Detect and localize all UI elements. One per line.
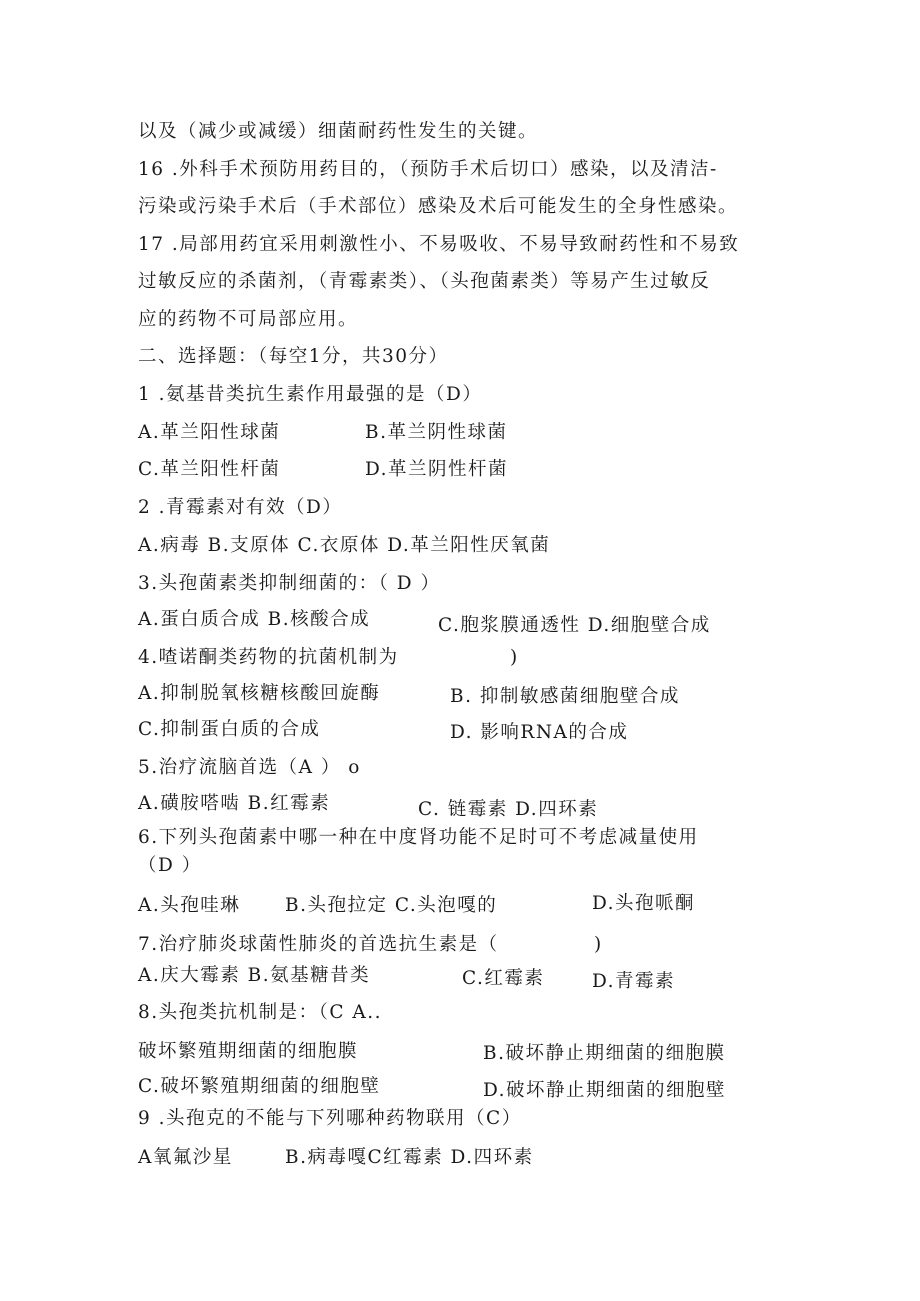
option-c: C.抑制蛋白质的合成 — [138, 719, 321, 740]
text-line: 污染或污染手术后（手术部位）感染及术后可能发生的全身性感染。 — [138, 196, 739, 217]
question-stem-cont: （D ） — [138, 855, 202, 876]
options-line: B.病毒嘎C红霉素 D.四环素 — [285, 1147, 534, 1168]
option-b: B.革兰阴性球菌 — [365, 422, 508, 443]
option-b: B.破坏静止期细菌的细胞膜 — [483, 1043, 726, 1064]
question-stem: 3.头孢菌素类抑制细菌的：（ D ） — [138, 573, 441, 594]
question-stem: 4.喳诺酮类药物的抗菌机制为 — [138, 647, 399, 668]
option-d: D.头孢哌酮 — [592, 893, 696, 914]
question-stem: 6.下列头孢菌素中哪一种在中度肾功能不足时可不考虑减量使用 — [138, 827, 699, 848]
option-c: C.革兰阳性杆菌 — [138, 459, 281, 480]
question-stem: 2 .青霉素对有效（D） — [138, 497, 343, 518]
option-a: A.头孢哇琳 — [138, 895, 241, 916]
option-d: D. 影响RNA的合成 — [450, 722, 629, 743]
options-line: A.磺胺嗒啮 B.红霉素 — [138, 793, 331, 814]
option-a: A.抑制脱氧核糖核酸回旋酶 — [138, 683, 381, 704]
option-c: C.红霉素 — [462, 968, 545, 989]
options-line: C.胞浆膜通透性 D.细胞壁合成 — [438, 615, 711, 636]
options-line: A.病毒 B.支原体 C.衣原体 D.革兰阳性厌氧菌 — [138, 535, 551, 556]
options-line: B.头孢拉定 C.头泡嘎的 — [285, 895, 498, 916]
option-a: A.革兰阳性球菌 — [138, 422, 281, 443]
option-d: D.青霉素 — [592, 971, 676, 992]
option-d: D.革兰阴性杆菌 — [365, 459, 509, 480]
options-line: A.庆大霉素 B.氨基糖昔类 — [138, 965, 371, 986]
option-a: A氧氟沙星 — [138, 1147, 233, 1168]
text-line: 16 .外科手术预防用药目的，（预防手术后切口）感染，以及清洁- — [138, 159, 718, 180]
text-line: 以及（减少或减缓）细菌耐药性发生的关键。 — [138, 121, 539, 142]
section-heading: 二、选择题：（每空1分，共30分） — [138, 346, 449, 367]
option-c: C.破坏繁殖期细菌的细胞壁 — [138, 1076, 381, 1097]
paren-close: ) — [594, 934, 603, 955]
option-d: D.破坏静止期细菌的细胞壁 — [483, 1080, 727, 1101]
option-a: 破坏繁殖期细菌的细胞膜 — [138, 1041, 359, 1062]
options-line: C. 链霉素 D.四环素 — [418, 799, 599, 820]
paren-close: ) — [510, 647, 519, 668]
option-b: B. 抑制敏感菌细胞壁合成 — [450, 686, 680, 707]
question-stem: 8.头孢类抗机制是：（C A.. — [138, 1002, 383, 1023]
text-line: 17 .局部用药宜采用刺激性小、不易吸收、不易导致耐药性和不易致 — [138, 234, 740, 255]
question-stem: 5.治疗流脑首选（A ） o — [138, 757, 361, 778]
question-stem: 7.治疗肺炎球菌性肺炎的首选抗生素是（ — [138, 934, 499, 955]
text-line: 应的药物不可局部应用。 — [138, 309, 359, 330]
options-line: A.蛋白质合成 B.核酸合成 — [138, 609, 371, 630]
question-stem: 1 .氨基昔类抗生素作用最强的是（D） — [138, 384, 483, 405]
text-line: 过敏反应的杀菌剂，（青霉素类）、（头孢菌素类）等易产生过敏反 — [138, 271, 711, 292]
question-stem: 9 .头孢克的不能与下列哪种药物联用（C） — [138, 1108, 522, 1129]
